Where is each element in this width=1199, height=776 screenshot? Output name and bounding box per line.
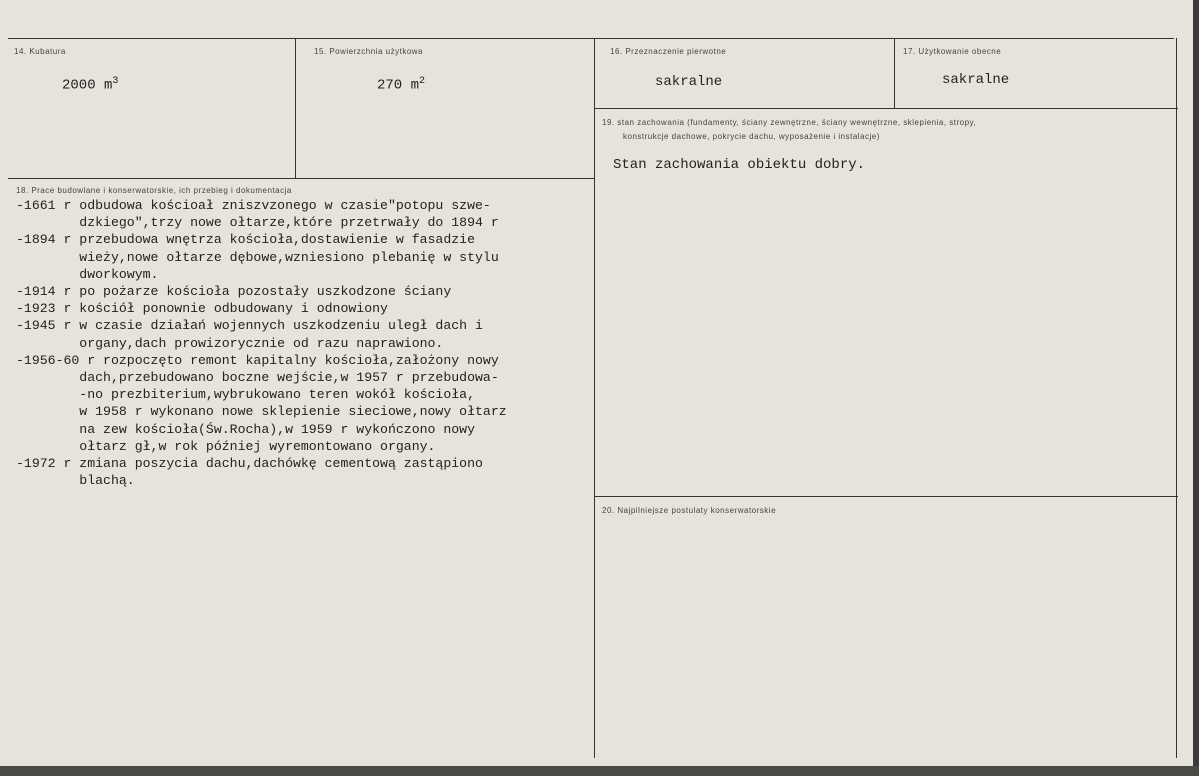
history-line: na zew kościoła(Św.Rocha),w 1959 r wykończono nowy: [16, 421, 475, 437]
history-line: organy,dach prowizorycznie od razu naprawiono.: [16, 335, 444, 351]
field-14-label: 14. Kubatura: [14, 47, 66, 56]
history-line: ołtarz gł,w rok później wyremontowano organy.: [16, 438, 436, 454]
rule-under-14-15: [8, 178, 595, 179]
right-border: [1176, 38, 1177, 758]
field-14-value: [62, 76, 118, 94]
field-17-label: 17. Użytkowanie obecne: [903, 47, 1002, 56]
divider-main: [594, 38, 595, 758]
field-15-exponent: 2: [419, 76, 426, 87]
history-line: -1945 r w czasie działań wojennych uszkodzeniu uległ dach i: [16, 318, 483, 334]
history-line: -1923 r kościół ponownie odbudowany i odnowiony: [16, 301, 388, 317]
rule-under-16-17: [595, 108, 1178, 109]
card-edge-bottom: [0, 766, 1199, 776]
field-16-label: 16. Przeznaczenie pierwotne: [610, 47, 727, 56]
field-19-label-line2: konstrukcje dachowe, pokrycie dachu, wyposażenie i instalacje): [623, 132, 880, 141]
field-14-exponent: 3: [112, 76, 119, 87]
history-line: -1894 r przebudowa wnętrza kościoła,dostawienie w fasadzie: [16, 232, 475, 248]
field-20-label: 20. Najpilniejsze postulaty konserwatorskie: [602, 506, 777, 515]
field-14-number: 2000 m: [62, 77, 113, 94]
field-19-value: Stan zachowania obiektu dobry.: [613, 157, 866, 173]
history-line: wieży,nowe ołtarze dębowe,wzniesiono plebanię w stylu: [16, 249, 499, 265]
history-line: -1972 r zmiana poszycia dachu,dachówkę cementową zastąpiono: [16, 456, 483, 471]
history-line: -1661 r odbudowa kościoał zniszvzonego w czasie"potopu szwe-: [16, 198, 491, 213]
top-rule: [8, 38, 1174, 39]
field-15-number: 270 m: [377, 77, 420, 94]
card-edge-right: [1193, 0, 1199, 776]
history-line: -1956-60 r rozpoczęto remont kapitalny kościoła,założony nowy: [16, 352, 499, 368]
divider-16-17: [894, 38, 895, 108]
history-line: -no prezbiterium,wybrukowano teren wokół kościoła,: [16, 387, 475, 403]
history-line: -1914 r po pożarze kościoła pozostały uszkodzone ściany: [16, 284, 452, 299]
history-line: dworkowym.: [16, 266, 159, 282]
field-19-label-line1: 19. stan zachowania (fundamenty, ściany zewnętrzne, ściany wewnętrzne, sklepienia, stropy,: [602, 118, 977, 127]
field-18-label: 18. Prace budowlane i konserwatorskie, ich przebieg i dokumentacja: [16, 186, 292, 195]
divider-14-15: [295, 38, 296, 178]
history-line: dzkiego",trzy nowe ołtarze,które przetrwały do 1894 r: [16, 215, 499, 231]
history-line: w 1958 r wykonano nowe sklepienie sieciowe,nowy ołtarz: [16, 404, 507, 420]
field-15-value: [377, 76, 425, 94]
history-line: dach,przebudowano boczne wejście,w 1957 r przebudowa-: [16, 370, 499, 385]
rule-above-20: [595, 496, 1178, 497]
field-17-value: sakralne: [942, 72, 1010, 88]
field-16-value: sakralne: [655, 74, 723, 90]
history-line: blachą.: [16, 473, 135, 489]
field-15-label: 15. Powierzchnia użytkowa: [314, 47, 423, 56]
